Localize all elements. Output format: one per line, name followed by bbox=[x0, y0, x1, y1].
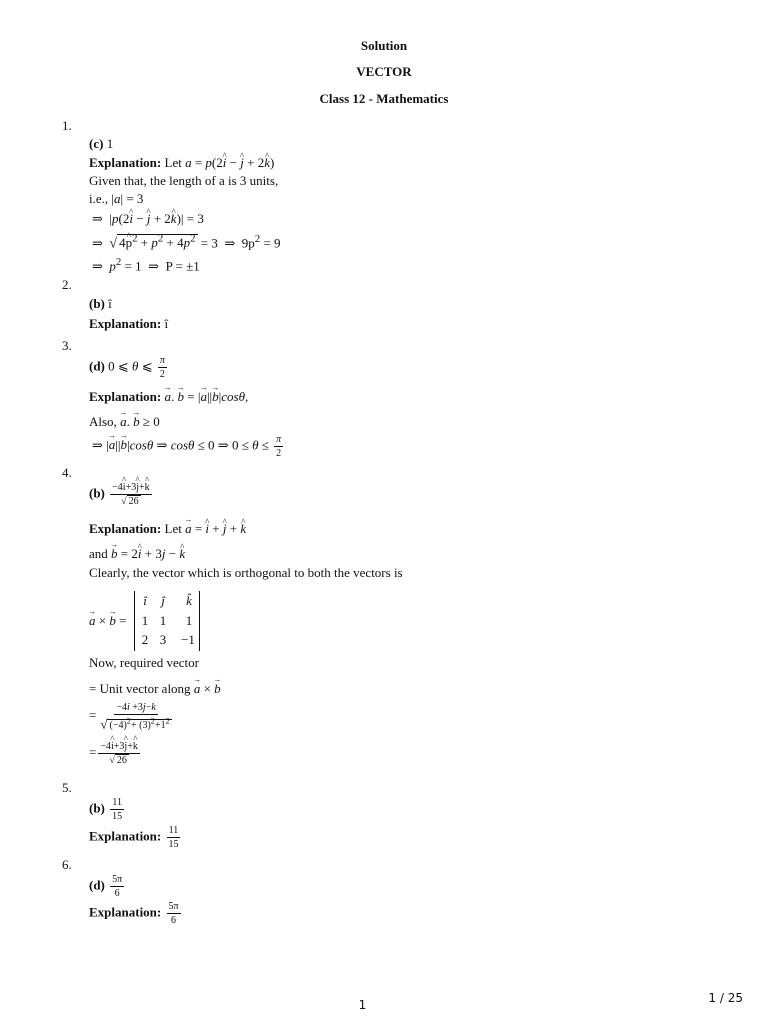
class-title: Class 12 - Mathematics bbox=[319, 91, 449, 106]
det-cell-0-2: k̂ bbox=[186, 593, 192, 608]
q5-explanation-num: 11 bbox=[168, 825, 179, 836]
det-cell-1-1: 1 bbox=[159, 613, 167, 628]
det-cell-1-0: 1 bbox=[141, 613, 149, 628]
question-number-5: 5. bbox=[62, 780, 72, 795]
page-count-indicator: 1 / 25 bbox=[708, 991, 743, 1005]
q5-answer-num: 11 bbox=[112, 797, 122, 808]
q1-p-value: P = ±1 bbox=[165, 258, 200, 274]
det-cell-2-1: 3 bbox=[159, 632, 167, 647]
q4-option: (b) bbox=[89, 485, 105, 501]
determinant-matrix bbox=[134, 591, 200, 651]
det-cell-2-2: −1 bbox=[181, 632, 195, 647]
q1-answer bbox=[89, 136, 113, 152]
q5-explanation-den: 15 bbox=[168, 839, 179, 850]
det-cell-1-2: 1 bbox=[185, 613, 193, 628]
det-cell-0-0: î bbox=[143, 593, 147, 608]
q4-step-2: = $\frac{-4i \^{}+3j \^{}+k \^{}}{√ 26}$ bbox=[89, 741, 142, 766]
q1-explanation: Explanation: Let a = p(2i ^ − j ^ + 2k ^) bbox=[89, 155, 274, 171]
q4-cross-label: a → × b → = bbox=[89, 613, 126, 629]
q4-now: Now, required vector bbox=[89, 655, 199, 670]
q5-explanation bbox=[89, 825, 183, 850]
question-number-2: 2. bbox=[62, 277, 72, 292]
q1-result: 9p bbox=[241, 235, 255, 251]
q4-answer: (b) $\frac{-4i \^{}+3j \^{}+k \^{}}{√ 26}$ bbox=[89, 482, 154, 507]
q1-step-1: ⇒ |p(2i ^ − j ^ + 2k ^)| = 3 bbox=[92, 211, 204, 227]
question-number-3: 3. bbox=[62, 338, 72, 353]
q6-answer bbox=[89, 874, 126, 899]
q4-clearly: Clearly, the vector which is orthogonal to both the vectors is bbox=[89, 565, 403, 580]
q1-ie-label: i.e., bbox=[89, 191, 109, 206]
q4-step-1: = $\frac{-4i +3j-k}{√ (-4)^2+ (3)^2+1^2}$ bbox=[89, 702, 170, 732]
q4-unit: = Unit vector along a → × b → bbox=[89, 681, 221, 697]
q2-answer-value: î bbox=[108, 296, 112, 311]
q2-answer bbox=[89, 296, 112, 312]
q6-explanation-den: 6 bbox=[171, 915, 177, 926]
q5-explanation-label: Explanation: bbox=[89, 828, 162, 844]
page-title: Solution bbox=[360, 38, 408, 53]
q2-explanation-label: Explanation: bbox=[89, 316, 162, 331]
q4-explanation-label: Explanation: bbox=[89, 521, 162, 536]
q4-and: and b → = 2i ^ + 3j − k ^ bbox=[89, 546, 185, 562]
q5-answer bbox=[89, 797, 126, 822]
q1-given: Given that, the length of a is 3 units, bbox=[89, 173, 279, 188]
q6-explanation-label: Explanation: bbox=[89, 904, 162, 920]
q4-explanation: Explanation: Let a → = i ^ + j ^ + k ^ bbox=[89, 521, 246, 537]
q6-explanation-num: 5π bbox=[168, 901, 179, 912]
q3-answer: (d) 0 ⩽ θ ⩽ $\frac{\pi}{2}$ bbox=[89, 355, 165, 380]
q6-explanation bbox=[89, 901, 183, 926]
q1-let: Let bbox=[164, 155, 182, 170]
det-cell-2-0: 2 bbox=[141, 632, 149, 647]
q5-option: (b) bbox=[89, 800, 105, 816]
q5-answer-den: 15 bbox=[112, 811, 123, 822]
q4-sqrt26: 26 bbox=[116, 755, 127, 766]
question-number-4: 4. bbox=[62, 465, 72, 480]
page-number: 1 bbox=[358, 998, 367, 1012]
q1-ie: i.e., |a| = 3 bbox=[89, 191, 144, 206]
q2-explanation bbox=[89, 316, 168, 332]
question-number-1: 1. bbox=[62, 118, 72, 133]
question-number-6: 6. bbox=[62, 857, 72, 872]
q6-answer-num: 5π bbox=[112, 874, 123, 885]
q2-option: (b) bbox=[89, 296, 105, 311]
q6-option: (d) bbox=[89, 877, 105, 893]
q3-option: (d) bbox=[89, 358, 105, 374]
q1-step-3: ⇒ $p^2 = 1$ ⇒ P = ±1 bbox=[92, 256, 200, 274]
q1-answer-value: 1 bbox=[106, 136, 114, 151]
q1-explanation-label: Explanation: bbox=[89, 155, 162, 170]
subject-title: VECTOR bbox=[356, 64, 412, 79]
q6-answer-den: 6 bbox=[114, 888, 120, 899]
q3-also: Also, a →. b → ≥ 0 bbox=[89, 414, 160, 430]
q1-step-2: ⇒ √ 4p ^$^2$ + $p^2 + 4p^2 = 3$ ⇒ $9p^2 = 9$ bbox=[92, 231, 281, 252]
q3-explanation: Explanation: a →. b → = |a →||b →|cosθ, bbox=[89, 389, 248, 405]
q4-unit-label: = Unit vector along bbox=[89, 681, 191, 696]
q4-and-label: and bbox=[89, 546, 108, 561]
q3-step: ⇒ |a →||b →|cosθ ⇒ cosθ ≤ 0 ⇒ 0 ≤ θ ≤ $\frac{\pi}{2}$ bbox=[92, 434, 285, 459]
q3-explanation-label: Explanation: bbox=[89, 389, 162, 404]
q2-explanation-value: î bbox=[164, 316, 169, 331]
det-cell-0-1: ĵ bbox=[161, 593, 165, 608]
q1-option: (c) bbox=[89, 136, 104, 151]
